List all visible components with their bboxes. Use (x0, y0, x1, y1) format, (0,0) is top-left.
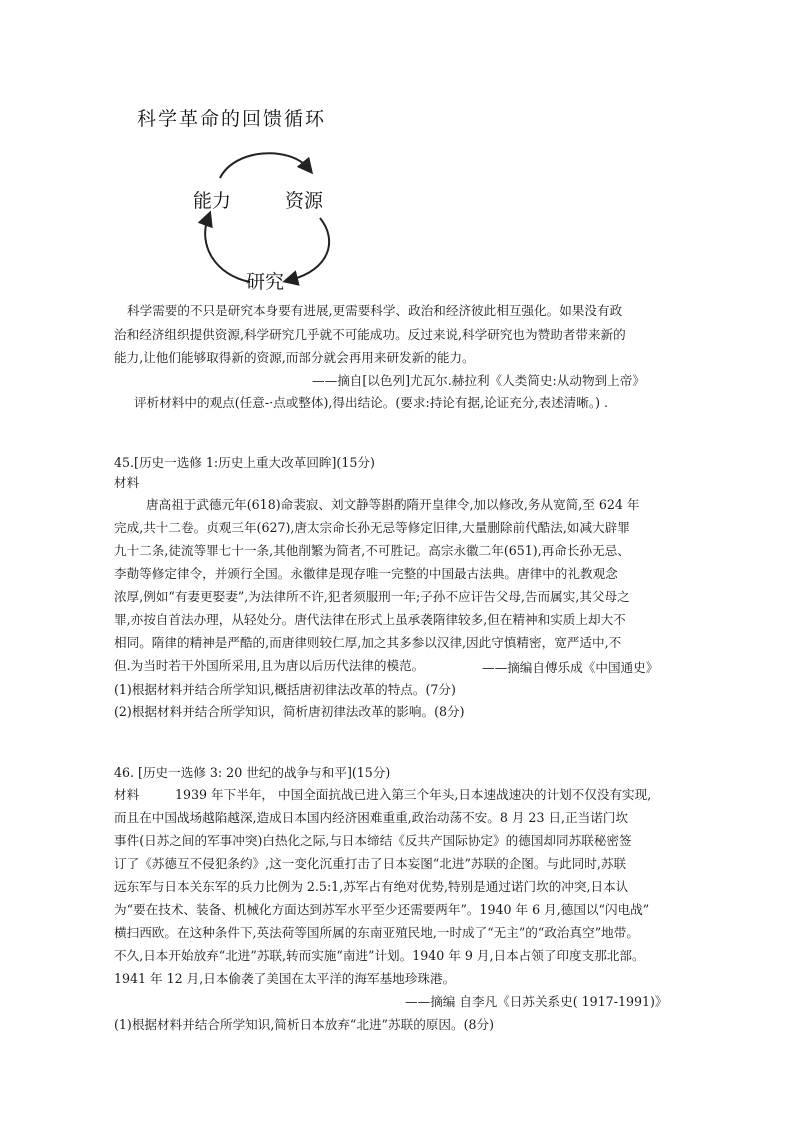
q45-text-line: 浓厚,例如“有妻更娶妻”,为法律所不许,犯者须服刑一年;子孙不应讦告父母,告而属实,其父母之 (114, 589, 630, 604)
q45-text-line: 九十二条,徒流等罪七十一条,其他削繁为简者,不可胜记。高宗永徽二年(651),再命长孙无忌、 (114, 543, 630, 558)
arrow-ability-to-resources (220, 153, 308, 178)
q46-source: ——摘编 自李凡《日苏关系史( 1917-1991)》 (405, 994, 668, 1009)
q46-header: 46. [历史一选修 3: 20 世纪的战争与和平](15分) (114, 765, 391, 780)
arrow-research-to-ability (205, 218, 250, 282)
q46-text-line: 而且在中国战场越陷越深,造成日本国内经济困难重重,政治动荡不安。8 月 23 日,正当诺门坎 (114, 810, 629, 825)
arrow-resources-to-research (290, 218, 329, 280)
q45-text-line: 罪,亦按自首法办理，从轻处分。唐代法律在形式上虽承袭隋律较多,但在精神和实质上却大不 (114, 612, 626, 627)
figure-title: 科学革命的回馈循环 (137, 108, 327, 130)
q44-text-line: 能力,让他们能够取得新的资源,而部分就会再用来研发新的能力。 (114, 350, 475, 365)
q46-question-1: (1)根据材料并结合所学知识,简析日本放弃“北进”苏联的原因。(8分) (114, 1017, 494, 1032)
q45-text-line: 相同。隋律的精神是严酷的,而唐律则较仁厚,加之其多参以汉律,因此守慎精密，宽严适中,不 (114, 635, 622, 650)
q46-text-line: 订了《苏德互不侵犯条约》,这一变化沉重打击了日本妄图“北进”苏联的企图。与此同时,苏联 (114, 856, 627, 871)
q45-source: ——摘编自傅乐成《中国通史》 (482, 660, 659, 675)
q44-source: ——摘自[以色列]尤瓦尔.赫拉利《人类简史:从动物到上帝》 (312, 373, 645, 388)
q46-text-line: 不久,日本开始放弃“北进”苏联,转而实施“南进”计划。1940 年 9 月,日本占领了印度支那北部。 (114, 948, 645, 963)
q44-text-line: 科学需要的不只是研究本身要有进展,更需要科学、政治和经济彼此相互强化。如果没有政 (127, 303, 623, 318)
q46-text-line: 1941 年 12 月,日本偷袭了美国在太平洋的海军基地珍珠港。 (114, 971, 456, 986)
q46-text-line: 为“要在技术、装备、机械化方面达到苏军水平至少还需要两年”。1940 年 6 月,德国以“闪电战” (114, 902, 650, 917)
node-research: 研究 (246, 271, 285, 293)
q45-text-line: 李勣等修定律令，并颁行全国。永徽律是现存唯一完整的中国最古法典。唐律中的礼教观念 (114, 566, 618, 581)
q45-question-2: (2)根据材料并结合所学知识，简析唐初律法改革的影响。(8分) (114, 704, 465, 719)
q44-task: 评析材料中的观点(任意-·点或整体),得出结论。(要求:持论有据,论证充分,表述清晰。) . (134, 395, 609, 410)
node-resources: 资源 (285, 190, 324, 212)
q45-question-1: (1)根据材料并结合所学知识,概括唐初律法改革的特点。(7分) (114, 682, 456, 697)
q45-text-line: 唐高祖于武德元年(618)命裴寂、刘文静等斟酌隋开皇律令,加以修改,务从宽简,至 624 年 (146, 497, 640, 512)
q46-text-line: 远东军与日本关东军的兵力比例为 2.5:1,苏军占有绝对优势,特别是通过诺门坎的冲突,日本认 (114, 879, 629, 894)
q45-header: 45.[历史一选修 1:历史上重大改革回眸](15分) (114, 455, 375, 470)
q46-text-line: 横扫西欧。在这种条件下,英法荷等国所属的东南亚殖民地,一时成了“无主”的“政治真空”地带。 (114, 925, 639, 940)
q45-text-line: 但.为当时若干外国所采用,且为唐以后历代法律的模范。 (114, 658, 425, 673)
q44-text-line: 治和经济组织提供资源,科学研究几乎就不可能成功。反过来说,科学研究也为赞助者带来新的 (114, 327, 626, 342)
node-ability: 能力 (193, 190, 232, 212)
q45-text-line: 完成,共十二卷。贞观三年(627),唐太宗命长孙无忌等修定旧律,大量删除前代酷法,如减大辟罪 (114, 520, 630, 535)
q46-text-line: 事件(日苏之间的军事冲突)白热化之际,与日本缔结《反共产国际协定》的德国却同苏联秘密签 (114, 833, 632, 848)
q46-material-label: 材料 (114, 787, 140, 802)
q46-text-line: 1939 年下半年， 中国全面抗战已进入第三个年头,日本速战速决的计划不仅没有实现, (175, 787, 652, 802)
q45-material-label: 材料 (114, 475, 140, 490)
